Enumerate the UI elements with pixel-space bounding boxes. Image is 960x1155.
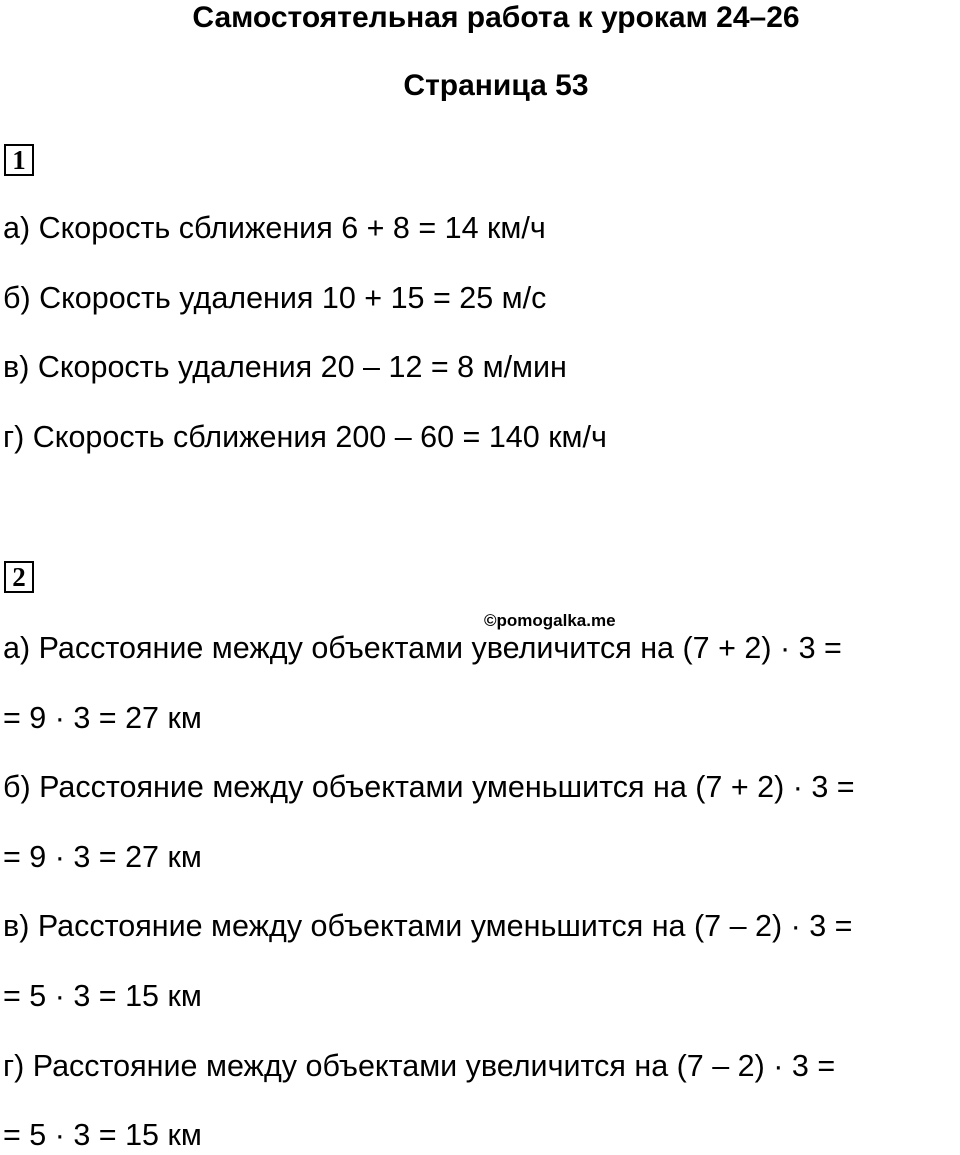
task-1-line-d: г) Скорость сближения 200 – 60 = 140 км/ч (3, 420, 607, 454)
watermark: ©pomogalka.me (484, 611, 616, 630)
task-2-line-b: б) Расстояние между объектами уменьшится на (7 + 2) · 3 = (3, 770, 855, 804)
task-1-number-box: 1 (4, 144, 34, 176)
task-2-number-box: 2 (4, 561, 34, 593)
task-2-line-c: в) Расстояние между объектами уменьшится на (7 – 2) · 3 = (3, 909, 853, 943)
page-title: Самостоятельная работа к урокам 24–26 (192, 1, 800, 34)
task-2-line-b-cont: = 9 · 3 = 27 км (3, 840, 202, 874)
task-2-line-a-cont: = 9 · 3 = 27 км (3, 701, 202, 735)
task-2-line-d-cont: = 5 · 3 = 15 км (3, 1118, 202, 1152)
task-2-line-d: г) Расстояние между объектами увеличится на (7 – 2) · 3 = (3, 1049, 836, 1083)
task-1-line-c: в) Скорость удаления 20 – 12 = 8 м/мин (3, 350, 567, 384)
task-1-line-a: а) Скорость сближения 6 + 8 = 14 км/ч (3, 211, 546, 245)
task-1-line-b: б) Скорость удаления 10 + 15 = 25 м/с (3, 281, 547, 315)
task-2-line-c-cont: = 5 · 3 = 15 км (3, 979, 202, 1013)
task-2-line-a: а) Расстояние между объектами увеличится на (7 + 2) · 3 = (3, 631, 842, 665)
page-subtitle: Страница 53 (403, 69, 589, 102)
